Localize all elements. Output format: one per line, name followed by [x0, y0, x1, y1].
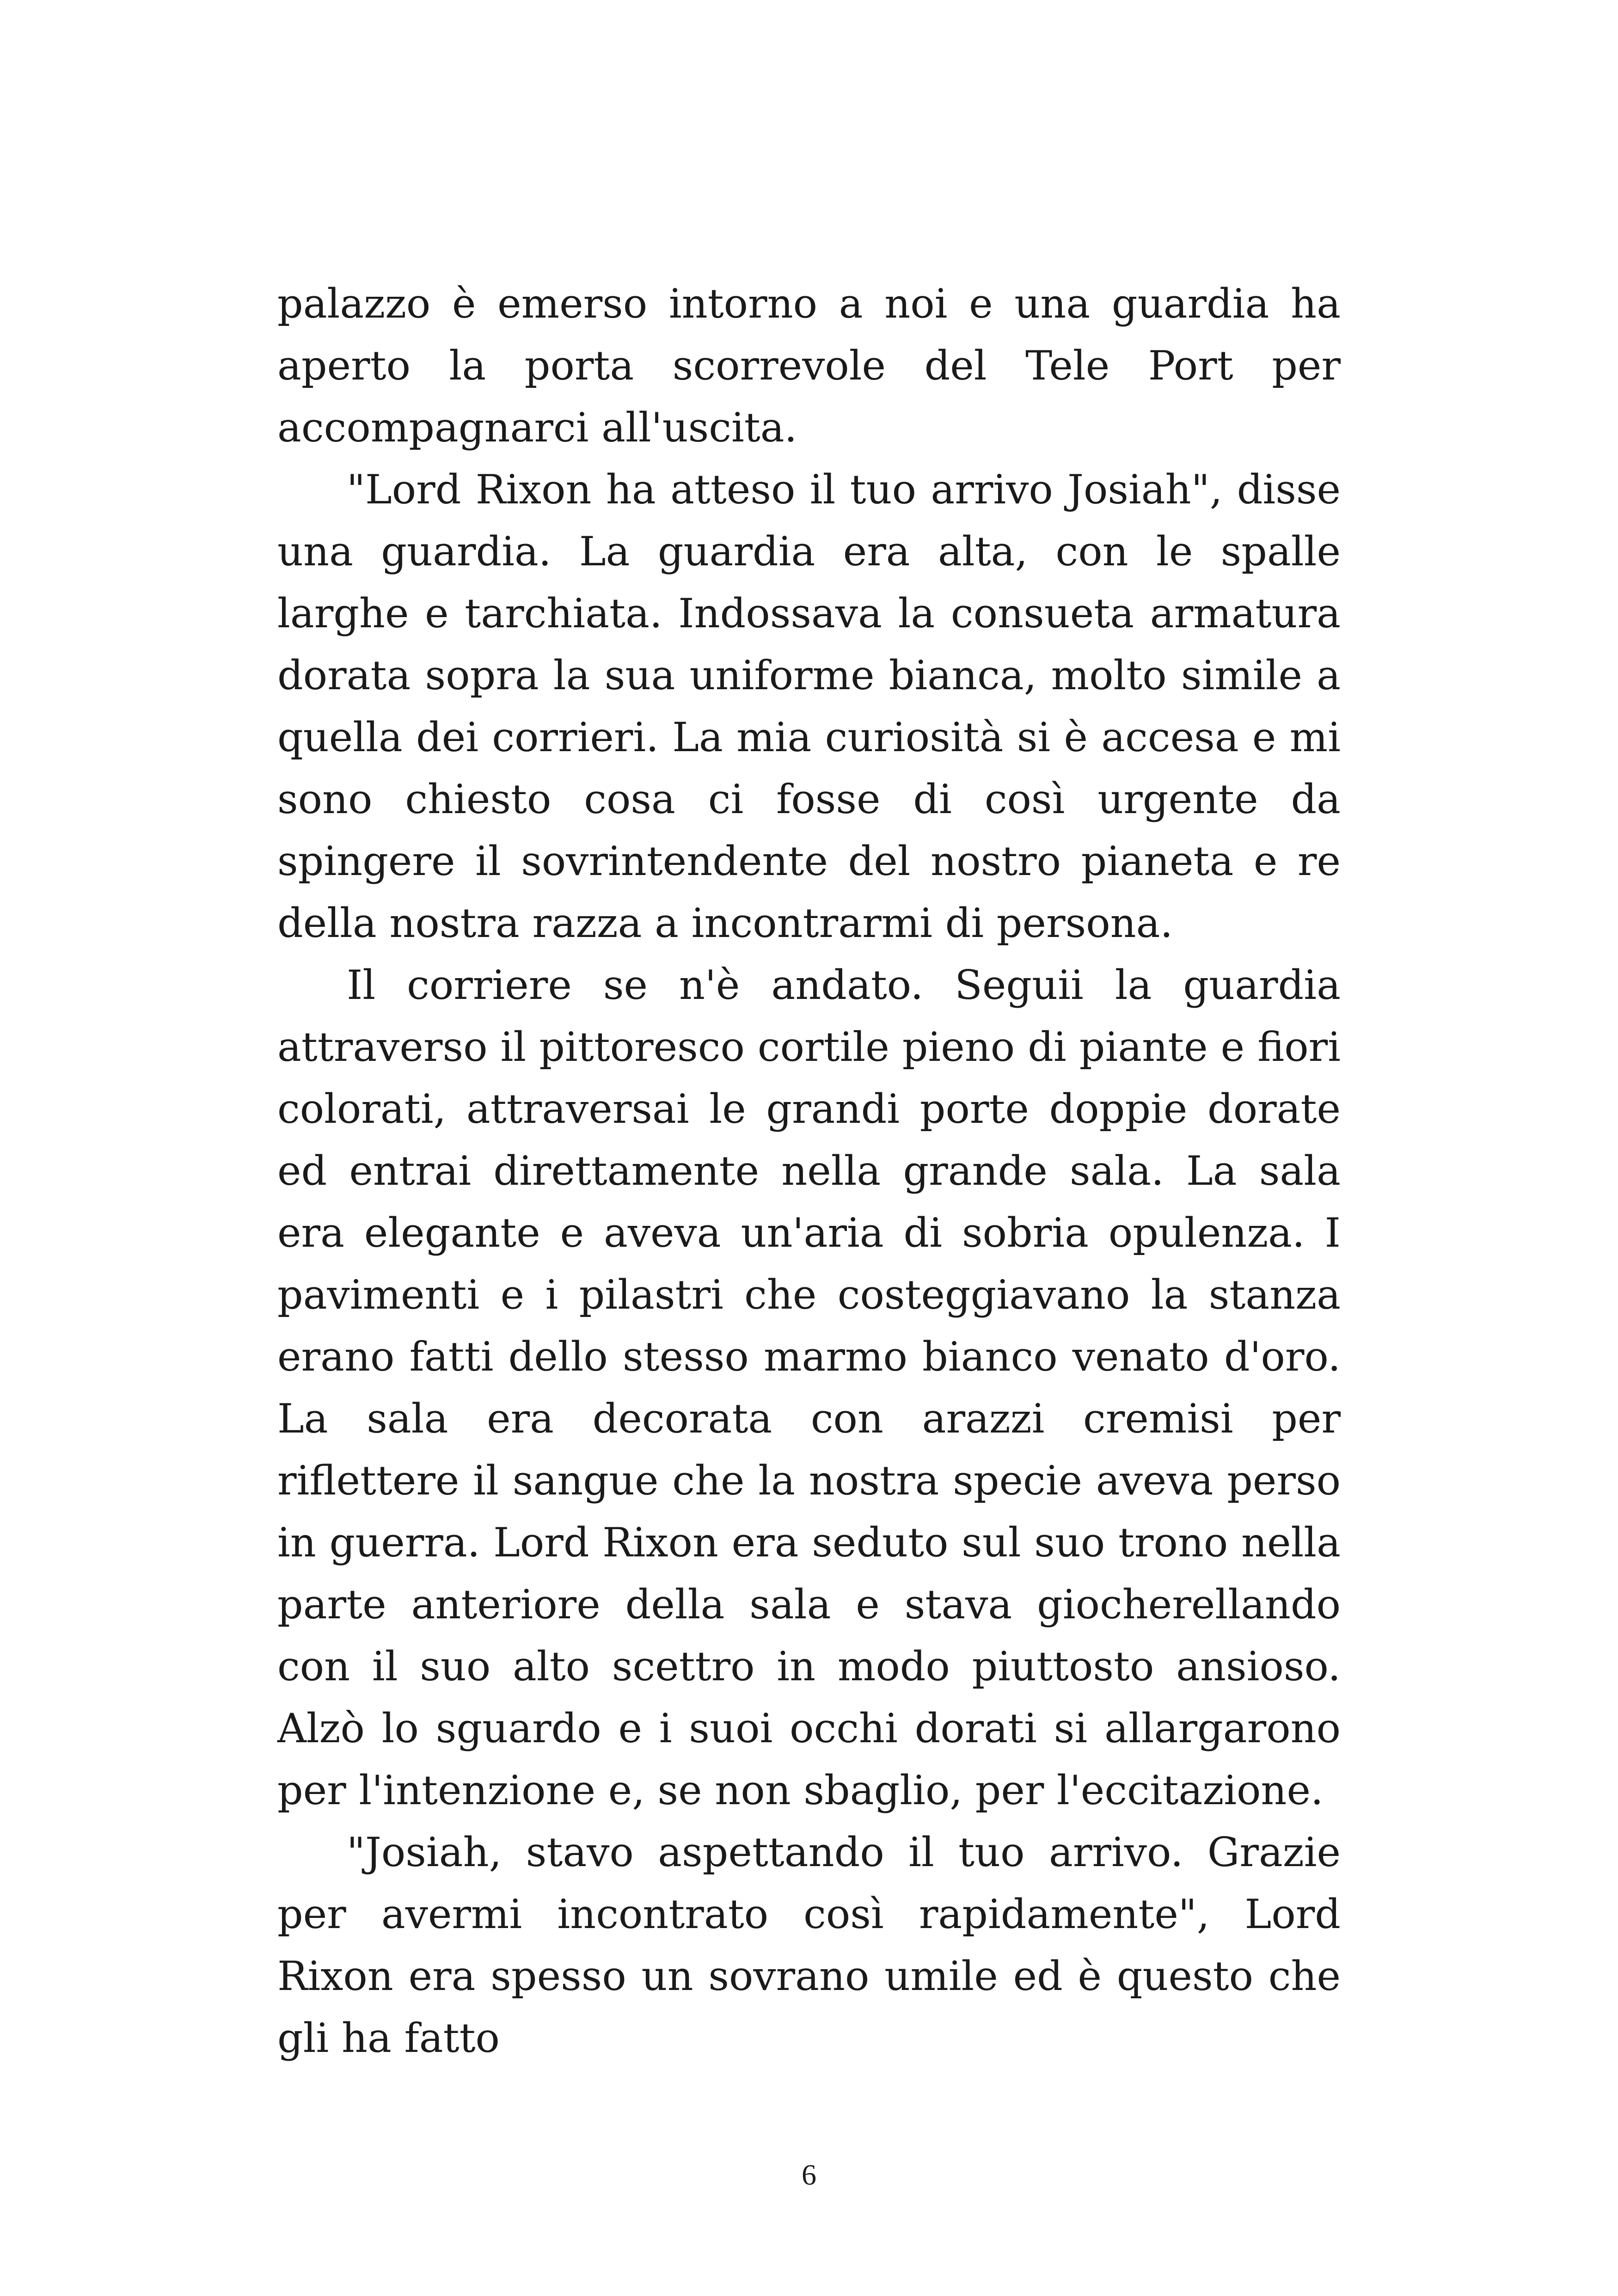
body-text — [277, 273, 1341, 2069]
paragraph-continuation: palazzo è emerso intorno a noi e una guardia ha aperto la porta scorrevole del Tele Port per accompagnarci all'uscita. — [277, 280, 1341, 451]
page-number: 6 — [802, 2158, 816, 2191]
paragraph-lord-rixon-speech: "Josiah, stavo aspettando il tuo arrivo. Grazie per avermi incontrato così rapidamente", Lord Rixon era spesso un sovrano umile ed è questo che gli ha fatto — [277, 1829, 1341, 2062]
paragraph-guard-speech: "Lord Rixon ha atteso il tuo arrivo Josiah", disse una guardia. La guardia era alta, con le spalle larghe e tarchiata. Indossava la consueta armatura dorata sopra la sua uniforme bianca, molto simile a quella dei corrieri. La mia curiosità si è accesa e mi sono chiesto cosa ci fosse di così urgente da spingere il sovrintendente del nostro pianeta e re della nostra razza a incontrarmi di persona. — [277, 466, 1341, 947]
paragraph-great-hall: Il corriere se n'è andato. Seguii la guardia attraverso il pittoresco cortile pieno di piante e fiori colorati, attraversai le grandi porte doppie dorate ed entrai direttamente nella grande sala. La sala era elegante e aveva un'aria di sobria opulenza. I pavimenti e i pilastri che costeggiavano la stanza erano fatti dello stesso marmo bianco venato d'oro. La sala era decorata con arazzi cremisi per riflettere il sangue che la nostra specie aveva perso in guerra. Lord Rixon era seduto sul suo trono nella parte anteriore della sala e stava giocherellando con il suo alto scettro in modo piuttosto ansioso. Alzò lo sguardo e i suoi occhi dorati si allargarono per l'intenzione e, se non sbaglio, per l'eccitazione. — [277, 961, 1341, 1814]
